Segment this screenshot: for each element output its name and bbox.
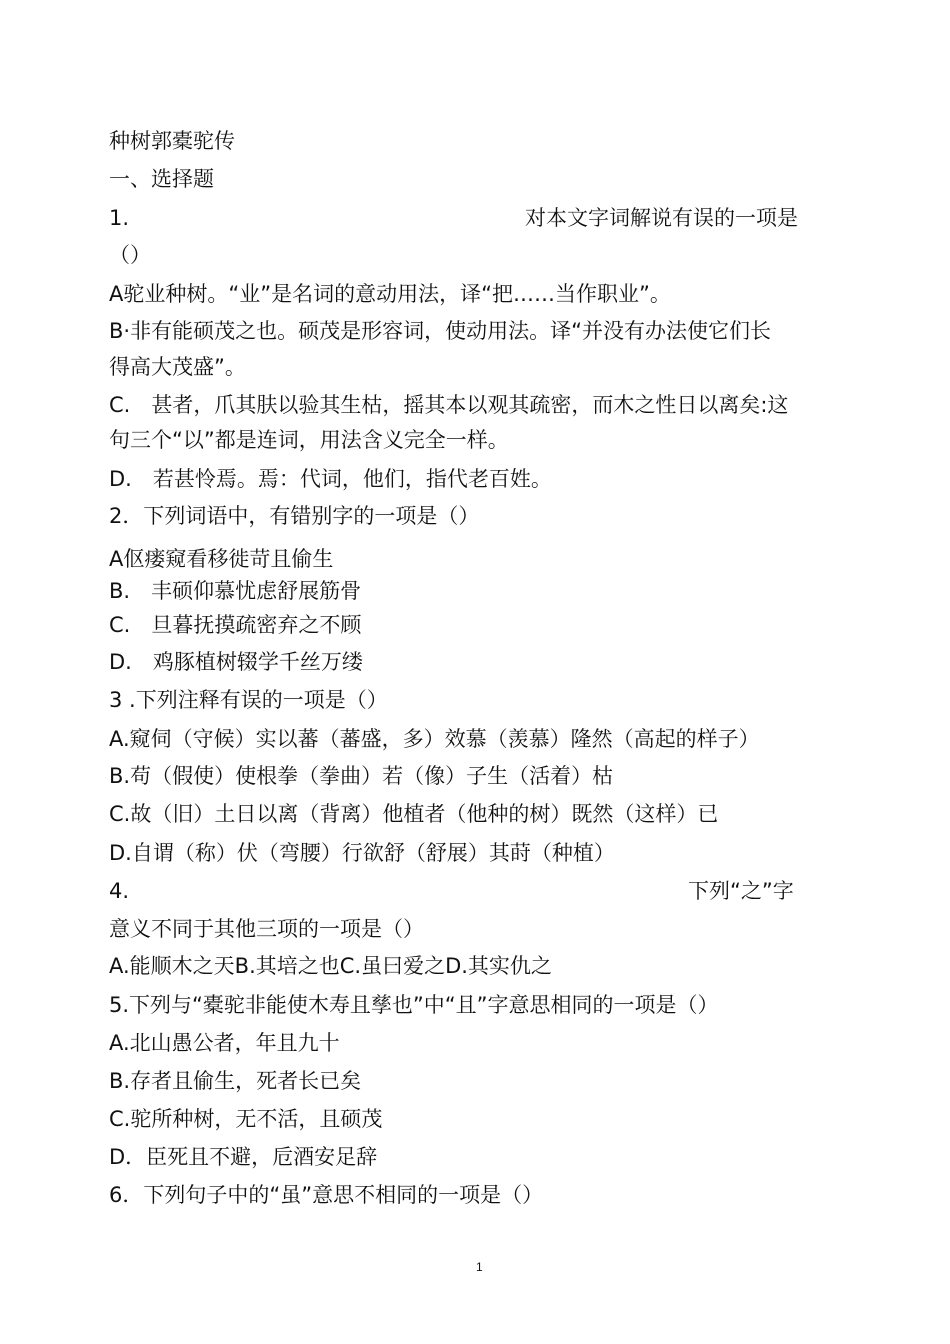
- q3-option-c: C.故（旧）土日以离（背离）他植者（他种的树）既然（这样）已: [109, 802, 719, 826]
- q2-stem: 2．下列词语中，有错别字的一项是（）: [109, 504, 480, 528]
- q1-option-d: D. 若甚怜焉。焉：代词，他们，指代老百姓。: [109, 467, 552, 491]
- q3-option-b: B.苟（假使）使根拳（拳曲）若（像）子生（活着）枯: [109, 764, 614, 788]
- q2-option-b: B. 丰硕仰慕忧虑舒展筋骨: [109, 579, 362, 603]
- q6-stem: 6．下列句子中的“虽”意思不相同的一项是（）: [109, 1183, 544, 1207]
- q2-option-a: A伛瘘窥看移徙苛且偷生: [109, 547, 334, 571]
- page-number: 1: [476, 1260, 483, 1274]
- q1-option-b-line2: 得高大茂盛”。: [109, 355, 246, 379]
- q4-stem-continued: 意义不同于其他三项的一项是（）: [109, 917, 424, 941]
- q3-option-a: A.窥伺（守候）实以蕃（蕃盛，多）效慕（羡慕）隆然（高起的样子）: [109, 727, 760, 751]
- q1-option-c-line2: 句三个“以”都是连词，用法含义完全一样。: [109, 428, 509, 452]
- q4-stem: 下列“之”字: [688, 879, 794, 903]
- q2-option-d: D. 鸡豚植树辍学千丝万缕: [109, 650, 363, 674]
- q4-number: 4.: [109, 879, 130, 903]
- q1-option-b-line1: B·非有能硕茂之也。硕茂是形容词，使动用法。译“并没有办法使它们长: [109, 319, 771, 343]
- q1-option-a: A驼业种树。“业”是名词的意动用法，译“把……当作职业”。: [109, 282, 671, 306]
- section-heading: 一、选择题: [109, 167, 214, 191]
- q1-number: 1.: [109, 206, 130, 230]
- q5-stem: 5.下列与“橐驼非能使木寿且孳也”中“且”字意思相同的一项是（）: [109, 993, 719, 1017]
- q2-option-c: C. 旦暮抚摸疏密弃之不顾: [109, 613, 362, 637]
- q5-option-d: D．臣死且不避，卮酒安足辞: [109, 1145, 378, 1169]
- q1-stem: 对本文字词解说有误的一项是: [525, 206, 798, 230]
- q5-option-b: B.存者且偷生，死者长已矣: [109, 1069, 362, 1093]
- q1-paren: （）: [109, 243, 151, 267]
- document-title: 种树郭橐驼传: [109, 129, 235, 153]
- q4-options: A.能顺木之天B.其培之也C.虽曰爱之D.其实仇之: [109, 954, 552, 978]
- q3-stem: 3 .下列注释有误的一项是（）: [109, 688, 388, 712]
- q3-option-d: D.自谓（称）伏（弯腰）行欲舒（舒展）其莳（种植）: [109, 841, 615, 865]
- q1-option-c-line1: C. 甚者，爪其肤以验其生枯，摇其本以观其疏密，而木之性日以离矣:这: [109, 393, 789, 417]
- q5-option-c: C.驼所种树，无不活，且硕茂: [109, 1107, 383, 1131]
- q5-option-a: A.北山愚公者，年且九十: [109, 1031, 340, 1055]
